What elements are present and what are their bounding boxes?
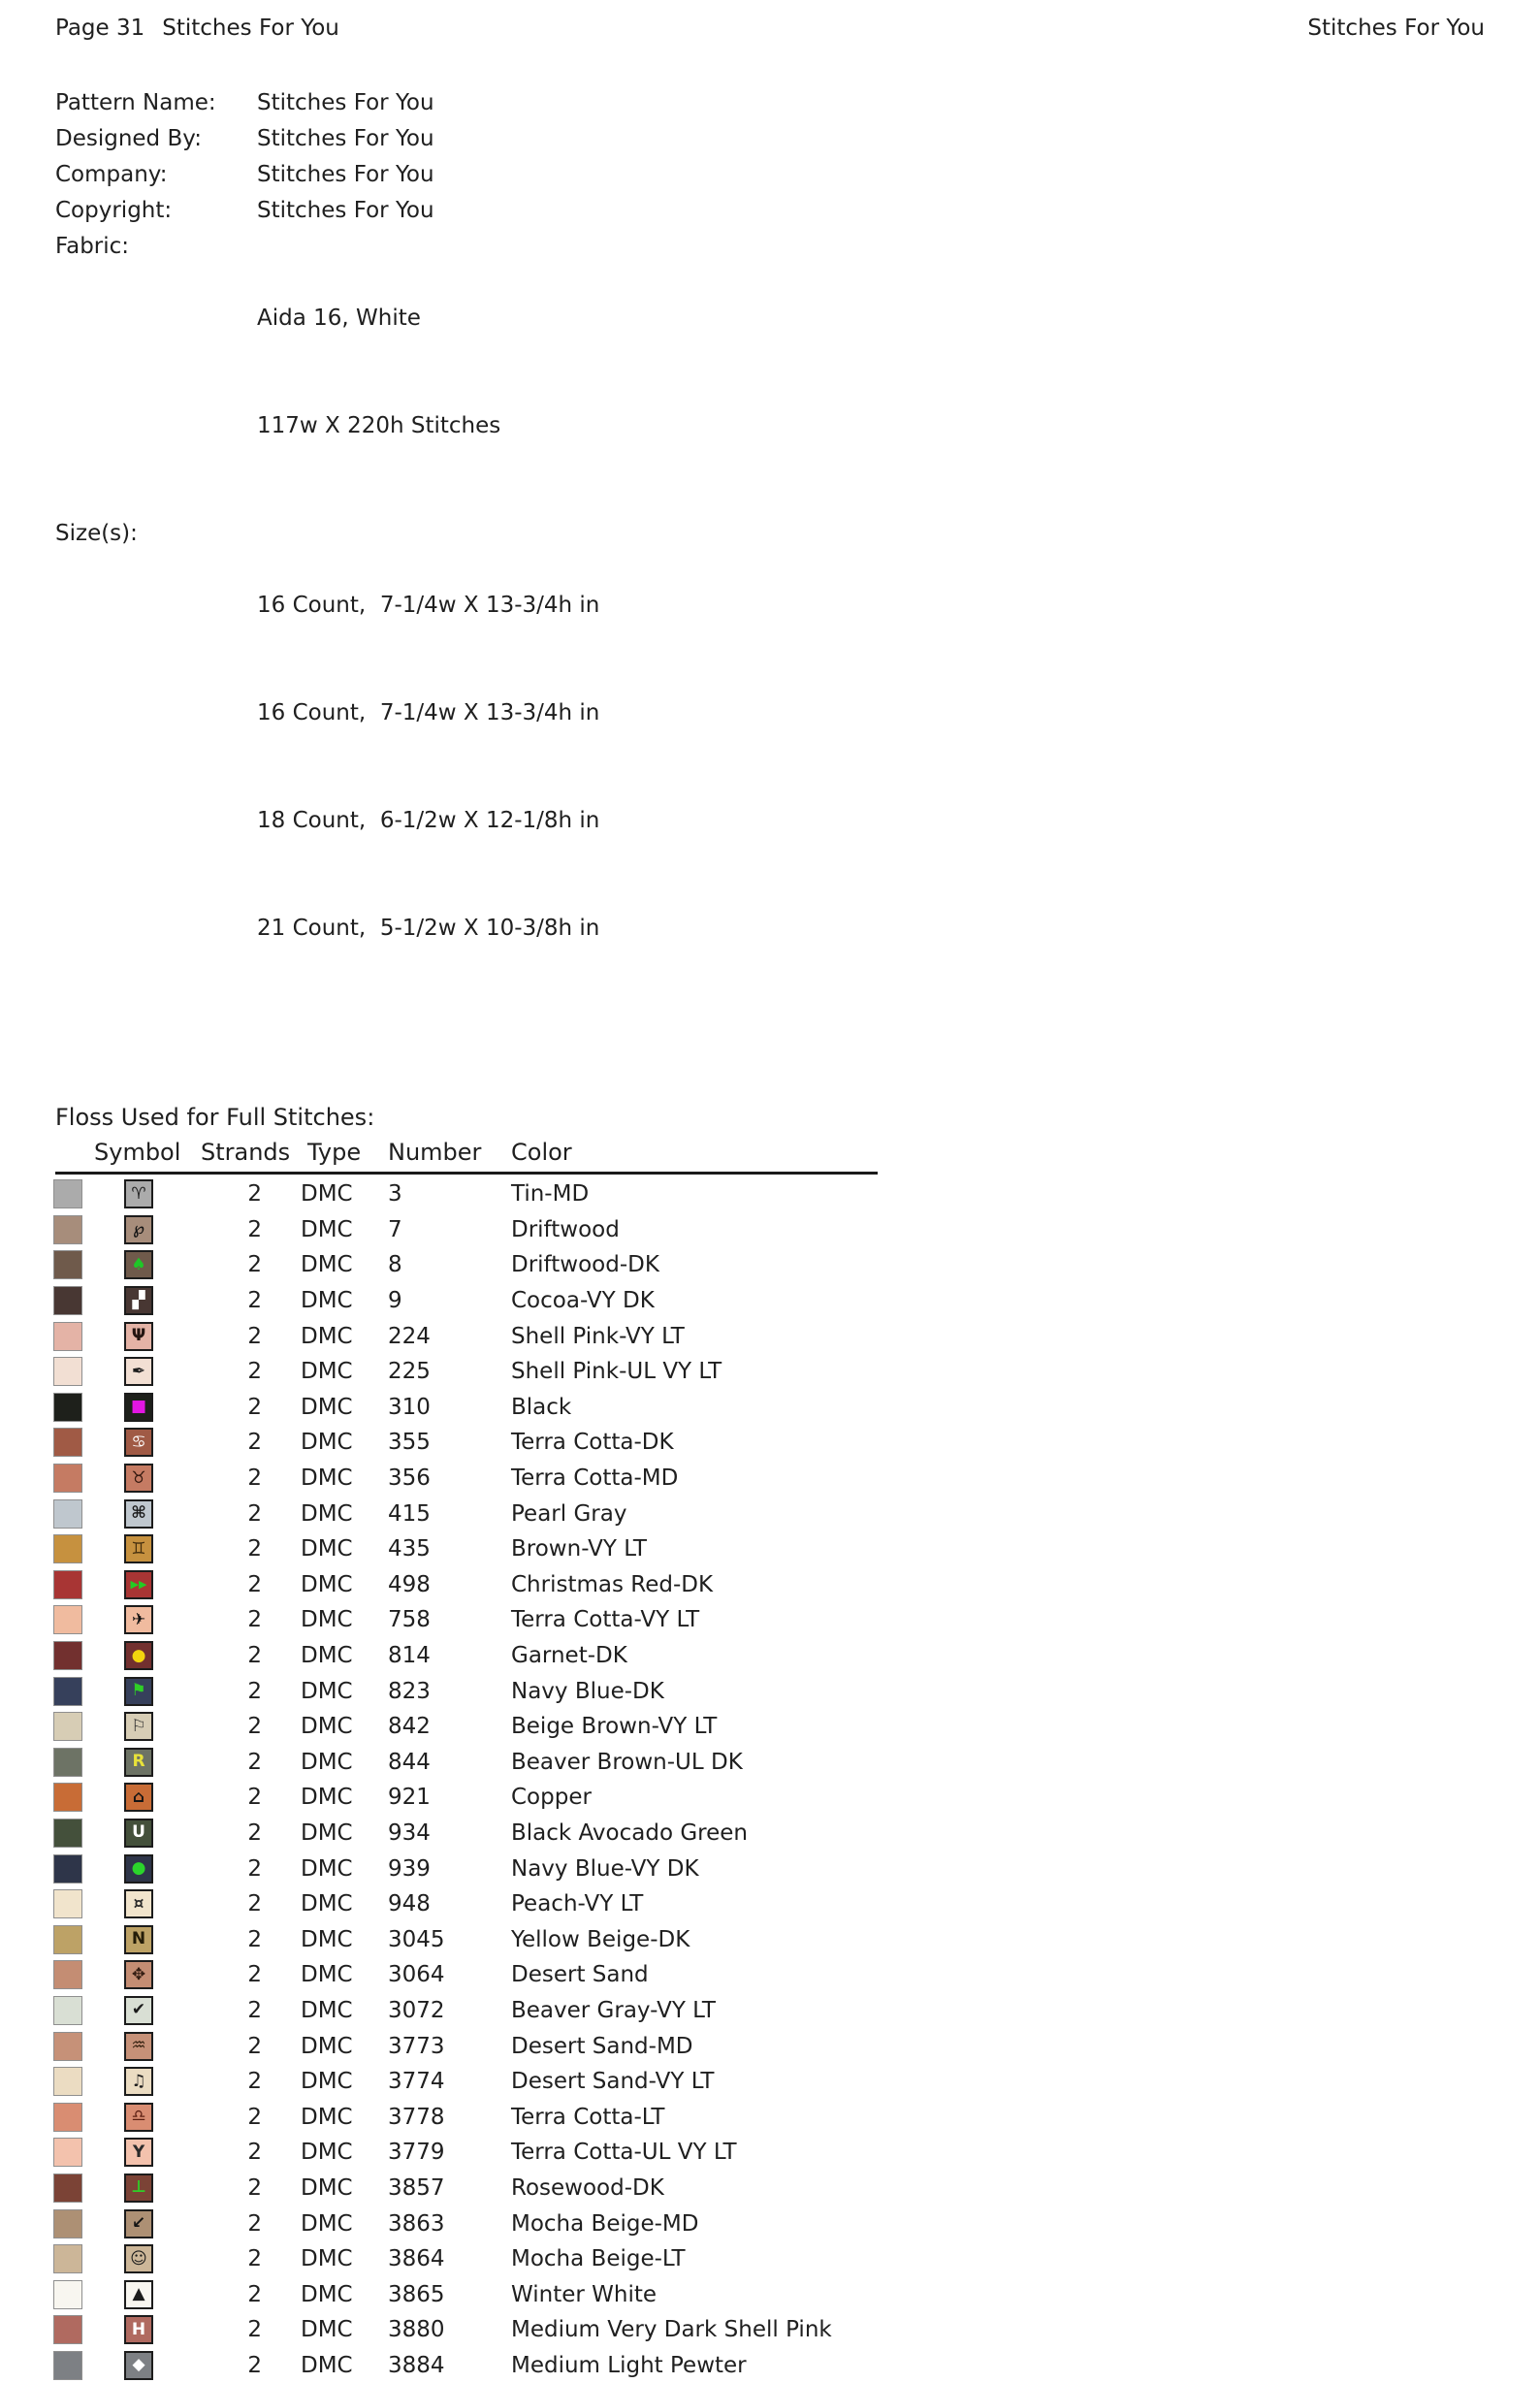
- page-header: [0, 0, 1540, 41]
- floss-number: 355: [388, 1430, 431, 1456]
- house-icon: ⌂: [124, 1783, 153, 1812]
- floss-row: [0, 1780, 1540, 1816]
- floss-row: [0, 2348, 1540, 2383]
- floss-row: [0, 2312, 1540, 2348]
- floss-type: DMC: [301, 2033, 353, 2059]
- four-petal-cross-icon: ✥: [124, 1960, 153, 1989]
- floss-color-name: Peach-VY LT: [511, 1891, 644, 1917]
- floss-color-name: Cocoa-VY DK: [511, 1288, 655, 1314]
- aries-symbol-icon: ♈: [124, 1179, 153, 1208]
- pattern-info: [55, 85, 1540, 1018]
- magenta-square-icon: ■: [124, 1393, 153, 1422]
- column-header-symbol: Symbol: [94, 1139, 181, 1166]
- floss-type: DMC: [301, 2140, 353, 2166]
- floss-color-swatch: [53, 1605, 82, 1634]
- floss-strands: 2: [247, 2069, 262, 2095]
- floss-strands: 2: [247, 1997, 262, 2023]
- floss-row: [0, 1602, 1540, 1638]
- floss-row: [0, 2028, 1540, 2064]
- letter-u-icon: U: [124, 1819, 153, 1848]
- floss-color-swatch: [53, 1854, 82, 1884]
- floss-color-swatch: [53, 2209, 82, 2238]
- floss-strands: 2: [247, 2281, 262, 2307]
- floss-type: DMC: [301, 1323, 353, 1349]
- floss-type: DMC: [301, 2104, 353, 2130]
- floss-color-name: Black: [511, 1394, 572, 1420]
- floss-color-swatch: [53, 1960, 82, 1989]
- taurus-symbol-icon: ♉: [124, 1464, 153, 1493]
- floss-type: DMC: [301, 1181, 353, 1208]
- floss-number: 842: [388, 1714, 431, 1740]
- floss-number: 3773: [388, 2033, 445, 2059]
- floss-section-heading: Floss Used for Full Stitches:: [55, 1104, 375, 1131]
- floss-type: DMC: [301, 2352, 353, 2378]
- info-row-copyright: [55, 193, 1540, 229]
- key-icon: ℘: [124, 1215, 153, 1244]
- floss-number: 3072: [388, 1997, 445, 2023]
- floss-type: DMC: [301, 1288, 353, 1314]
- floss-color-name: Mocha Beige-MD: [511, 2210, 699, 2237]
- floss-color-swatch: [53, 1748, 82, 1777]
- floss-type: DMC: [301, 1430, 353, 1456]
- floss-row: [0, 1638, 1540, 1674]
- floss-color-name: Black Avocado Green: [511, 1819, 748, 1846]
- floss-row: [0, 1212, 1540, 1248]
- floss-row: [0, 1993, 1540, 2029]
- floss-number: 844: [388, 1749, 431, 1775]
- floss-type: DMC: [301, 1252, 353, 1278]
- floss-number: 3064: [388, 1962, 445, 1988]
- floss-color-swatch: [53, 1996, 82, 2025]
- floss-color-name: Tin-MD: [511, 1181, 590, 1208]
- page-number-label: Page 31: [55, 16, 145, 41]
- floss-strands: 2: [247, 1500, 262, 1527]
- floss-row: [0, 2099, 1540, 2135]
- music-notes-icon: ♫: [124, 2067, 153, 2096]
- floss-color-name: Navy Blue-VY DK: [511, 1855, 699, 1882]
- floss-number: 758: [388, 1607, 431, 1633]
- floss-strands: 2: [247, 2246, 262, 2272]
- floss-strands: 2: [247, 1181, 262, 1208]
- floss-color-swatch: [53, 1357, 82, 1386]
- header-left-title: Stitches For You: [162, 16, 339, 41]
- floss-color-swatch: [53, 1393, 82, 1422]
- floss-number: 435: [388, 1536, 431, 1562]
- command-symbol-icon: ⌘: [124, 1499, 153, 1529]
- header-left: [55, 16, 339, 41]
- floss-row: [0, 1957, 1540, 1993]
- floss-color-name: Garnet-DK: [511, 1643, 627, 1669]
- floss-type: DMC: [301, 2174, 353, 2201]
- info-row-pattern-name: [55, 85, 1540, 121]
- floss-strands: 2: [247, 2317, 262, 2343]
- floss-row: [0, 1425, 1540, 1461]
- southwest-arrow-icon: ↙: [124, 2209, 153, 2238]
- floss-strands: 2: [247, 1571, 262, 1597]
- floss-color-name: Shell Pink-VY LT: [511, 1323, 685, 1349]
- info-label: Size(s):: [55, 521, 138, 546]
- aquarius-symbol-icon: ♒: [124, 2032, 153, 2061]
- info-row-sizes: [55, 516, 1540, 1018]
- floss-color-swatch: [53, 2351, 82, 2380]
- floss-type: DMC: [301, 2281, 353, 2307]
- floss-number: 948: [388, 1891, 431, 1917]
- floss-strands: 2: [247, 1430, 262, 1456]
- floss-strands: 2: [247, 2033, 262, 2059]
- floss-type: DMC: [301, 2069, 353, 2095]
- floss-color-name: Terra Cotta-UL VY LT: [511, 2140, 737, 2166]
- floss-color-name: Navy Blue-DK: [511, 1678, 664, 1704]
- info-value: Stitches For You: [257, 126, 434, 151]
- floss-strands: 2: [247, 1749, 262, 1775]
- floss-row: [0, 1176, 1540, 1212]
- floss-row: [0, 1461, 1540, 1497]
- libra-symbol-icon: ♎: [124, 2103, 153, 2132]
- floss-row: [0, 1745, 1540, 1781]
- floss-color-name: Desert Sand-MD: [511, 2033, 693, 2059]
- floss-color-name: Rosewood-DK: [511, 2174, 664, 2201]
- floss-color-name: Terra Cotta-DK: [511, 1430, 674, 1456]
- info-label: Fabric:: [55, 234, 130, 259]
- floss-number: 3857: [388, 2174, 445, 2201]
- floss-number: 3884: [388, 2352, 445, 2378]
- floss-number: 3045: [388, 1926, 445, 1952]
- floss-row: [0, 1886, 1540, 1922]
- info-row-fabric: [55, 229, 1540, 516]
- floss-row: [0, 1567, 1540, 1603]
- column-header-type: Type: [307, 1139, 362, 1166]
- floss-color-name: Driftwood-DK: [511, 1252, 659, 1278]
- floss-number: 3778: [388, 2104, 445, 2130]
- floss-number: 9: [388, 1288, 402, 1314]
- floss-color-swatch: [53, 1534, 82, 1563]
- floss-row: [0, 1709, 1540, 1745]
- floss-color-swatch: [53, 1464, 82, 1493]
- floss-row: [0, 1496, 1540, 1531]
- floss-strands: 2: [247, 1962, 262, 1988]
- floss-type: DMC: [301, 1500, 353, 1527]
- floss-number: 7: [388, 1216, 402, 1242]
- floss-color-name: Christmas Red-DK: [511, 1571, 714, 1597]
- floss-type: DMC: [301, 1785, 353, 1811]
- floss-strands: 2: [247, 1394, 262, 1420]
- floss-row: [0, 2276, 1540, 2312]
- cancer-symbol-icon: ♋: [124, 1428, 153, 1457]
- floss-color-swatch: [53, 2280, 82, 2309]
- smiley-face-icon: ☺: [124, 2244, 153, 2273]
- checkmark-icon: ✔: [124, 1996, 153, 2025]
- floss-row: [0, 1673, 1540, 1709]
- floss-color-name: Driftwood: [511, 1216, 620, 1242]
- floss-row: [0, 2206, 1540, 2241]
- floss-color-swatch: [53, 1677, 82, 1706]
- floss-table-header: [55, 1139, 878, 1175]
- info-row-designed-by: [55, 121, 1540, 157]
- floss-number: 3880: [388, 2317, 445, 2343]
- floss-type: DMC: [301, 1394, 353, 1420]
- floss-rows: [0, 1176, 1540, 2383]
- green-spade-icon: ♠: [124, 1250, 153, 1279]
- floss-color-swatch: [53, 2174, 82, 2203]
- floss-strands: 2: [247, 2140, 262, 2166]
- floss-strands: 2: [247, 2174, 262, 2201]
- floss-number: 225: [388, 1359, 431, 1385]
- floss-color-swatch: [53, 1179, 82, 1208]
- floss-row: [0, 2171, 1540, 2206]
- column-header-strands: Strands: [201, 1139, 291, 1166]
- floss-row: [0, 1531, 1540, 1567]
- floss-number: 498: [388, 1571, 431, 1597]
- floss-type: DMC: [301, 1571, 353, 1597]
- floss-row: [0, 2135, 1540, 2171]
- info-label: Company:: [55, 162, 168, 187]
- floss-color-name: Winter White: [511, 2281, 658, 2307]
- floss-row: [0, 1283, 1540, 1319]
- floss-type: DMC: [301, 1891, 353, 1917]
- floss-row: [0, 1354, 1540, 1390]
- gemini-symbol-icon: ♊: [124, 1534, 153, 1563]
- column-header-color: Color: [511, 1139, 572, 1166]
- floss-color-swatch: [53, 2067, 82, 2096]
- floss-strands: 2: [247, 1926, 262, 1952]
- floss-number: 3864: [388, 2246, 445, 2272]
- floss-strands: 2: [247, 2352, 262, 2378]
- green-fast-forward-icon: ▶▶: [124, 1570, 153, 1599]
- floss-number: 3865: [388, 2281, 445, 2307]
- floss-color-name: Medium Light Pewter: [511, 2352, 747, 2378]
- floss-color-swatch: [53, 2103, 82, 2132]
- floss-color-swatch: [53, 1250, 82, 1279]
- floss-strands: 2: [247, 1359, 262, 1385]
- letter-h-icon: H: [124, 2315, 153, 2344]
- floss-color-name: Medium Very Dark Shell Pink: [511, 2317, 832, 2343]
- info-row-company: [55, 157, 1540, 193]
- floss-color-name: Mocha Beige-LT: [511, 2246, 686, 2272]
- white-diamond-icon: ◆: [124, 2351, 153, 2380]
- floss-type: DMC: [301, 1855, 353, 1882]
- floss-strands: 2: [247, 1643, 262, 1669]
- floss-color-name: Beaver Gray-VY LT: [511, 1997, 716, 2023]
- floss-number: 934: [388, 1819, 431, 1846]
- floss-strands: 2: [247, 1855, 262, 1882]
- floss-type: DMC: [301, 1216, 353, 1242]
- floss-strands: 2: [247, 1785, 262, 1811]
- floss-color-swatch: [53, 1215, 82, 1244]
- floss-type: DMC: [301, 1997, 353, 2023]
- info-value: Stitches For You: [257, 90, 434, 115]
- info-value: Stitches For You: [257, 162, 434, 187]
- floss-strands: 2: [247, 1536, 262, 1562]
- floss-color-swatch: [53, 1428, 82, 1457]
- floss-color-swatch: [53, 1712, 82, 1741]
- floss-color-swatch: [53, 2032, 82, 2061]
- floss-number: 3863: [388, 2210, 445, 2237]
- airplane-icon: ✈: [124, 1605, 153, 1634]
- info-value: 16 Count, 7-1/4w X 13-3/4h in: [257, 700, 600, 725]
- floss-strands: 2: [247, 1607, 262, 1633]
- floss-number: 823: [388, 1678, 431, 1704]
- floss-color-name: Beaver Brown-UL DK: [511, 1749, 743, 1775]
- up-tack-icon: ⊥: [124, 2174, 153, 2203]
- floss-table: [0, 1139, 1540, 2383]
- floss-color-swatch: [53, 1286, 82, 1315]
- info-value: 117w X 220h Stitches: [257, 413, 501, 438]
- floss-strands: 2: [247, 1288, 262, 1314]
- floss-number: 939: [388, 1855, 431, 1882]
- floss-color-swatch: [53, 1889, 82, 1918]
- info-value: Aida 16, White: [257, 306, 421, 331]
- floss-type: DMC: [301, 1607, 353, 1633]
- floss-strands: 2: [247, 1891, 262, 1917]
- white-steps-icon: ▞: [124, 1286, 153, 1315]
- column-header-number: Number: [388, 1139, 482, 1166]
- floss-type: DMC: [301, 1962, 353, 1988]
- floss-type: DMC: [301, 1643, 353, 1669]
- floss-type: DMC: [301, 1926, 353, 1952]
- floss-type: DMC: [301, 1714, 353, 1740]
- floss-type: DMC: [301, 1359, 353, 1385]
- floss-strands: 2: [247, 1216, 262, 1242]
- floss-number: 415: [388, 1500, 431, 1527]
- floss-color-swatch: [53, 1322, 82, 1351]
- floss-color-swatch: [53, 2315, 82, 2344]
- floss-strands: 2: [247, 1323, 262, 1349]
- letter-y-icon: Y: [124, 2138, 153, 2167]
- yellow-ball-icon: ●: [124, 1641, 153, 1670]
- floss-number: 224: [388, 1323, 431, 1349]
- floss-color-name: Copper: [511, 1785, 592, 1811]
- floss-type: DMC: [301, 2246, 353, 2272]
- floss-number: 814: [388, 1643, 431, 1669]
- floss-type: DMC: [301, 1749, 353, 1775]
- floss-color-swatch: [53, 1641, 82, 1670]
- psi-symbol-icon: Ψ: [124, 1322, 153, 1351]
- floss-row: [0, 2064, 1540, 2100]
- info-value: 18 Count, 6-1/2w X 12-1/8h in: [257, 808, 600, 833]
- floss-color-swatch: [53, 1819, 82, 1848]
- floss-row: [0, 1318, 1540, 1354]
- floss-strands: 2: [247, 1465, 262, 1492]
- floss-color-swatch: [53, 1499, 82, 1529]
- floss-strands: 2: [247, 1819, 262, 1846]
- floss-color-name: Shell Pink-UL VY LT: [511, 1359, 722, 1385]
- floss-number: 310: [388, 1394, 431, 1420]
- floss-strands: 2: [247, 1714, 262, 1740]
- header-right-title: Stitches For You: [1307, 16, 1485, 41]
- floss-color-name: Terra Cotta-VY LT: [511, 1607, 700, 1633]
- info-value: Stitches For You: [257, 198, 434, 223]
- floss-color-name: Terra Cotta-LT: [511, 2104, 665, 2130]
- floss-color-name: Desert Sand-VY LT: [511, 2069, 715, 2095]
- floss-color-name: Yellow Beige-DK: [511, 1926, 690, 1952]
- triangle-icon: ▲: [124, 2280, 153, 2309]
- info-value: 21 Count, 5-1/2w X 10-3/8h in: [257, 916, 600, 941]
- floss-color-name: Terra Cotta-MD: [511, 1465, 679, 1492]
- floss-type: DMC: [301, 1465, 353, 1492]
- floss-type: DMC: [301, 1536, 353, 1562]
- info-label: Copyright:: [55, 198, 173, 223]
- floss-color-name: Beige Brown-VY LT: [511, 1714, 718, 1740]
- floss-row: [0, 1390, 1540, 1426]
- floss-row: [0, 2241, 1540, 2277]
- floss-strands: 2: [247, 2210, 262, 2237]
- flag-outline-icon: ⚐: [124, 1712, 153, 1741]
- floss-color-swatch: [53, 1570, 82, 1599]
- floss-row: [0, 1921, 1540, 1957]
- floss-color-name: Pearl Gray: [511, 1500, 627, 1527]
- floss-number: 3779: [388, 2140, 445, 2166]
- floss-color-swatch: [53, 1783, 82, 1812]
- info-value: 16 Count, 7-1/4w X 13-3/4h in: [257, 593, 600, 618]
- currency-sign-icon: ¤: [124, 1889, 153, 1918]
- floss-type: DMC: [301, 2210, 353, 2237]
- floss-strands: 2: [247, 1252, 262, 1278]
- floss-row: [0, 1816, 1540, 1852]
- pen-nib-icon: ✒: [124, 1357, 153, 1386]
- floss-number: 3: [388, 1181, 402, 1208]
- floss-number: 3774: [388, 2069, 445, 2095]
- floss-color-name: Desert Sand: [511, 1962, 649, 1988]
- floss-color-swatch: [53, 2244, 82, 2273]
- floss-strands: 2: [247, 1678, 262, 1704]
- floss-number: 921: [388, 1785, 431, 1811]
- info-label: Pattern Name:: [55, 90, 216, 115]
- floss-color-name: Brown-VY LT: [511, 1536, 647, 1562]
- floss-row: [0, 1851, 1540, 1886]
- floss-color-swatch: [53, 2138, 82, 2167]
- floss-type: DMC: [301, 1678, 353, 1704]
- letter-n-icon: N: [124, 1925, 153, 1954]
- floss-strands: 2: [247, 2104, 262, 2130]
- floss-number: 356: [388, 1465, 431, 1492]
- floss-type: DMC: [301, 1819, 353, 1846]
- green-eye-icon: ●: [124, 1854, 153, 1884]
- letter-r-icon: R: [124, 1748, 153, 1777]
- floss-color-swatch: [53, 1925, 82, 1954]
- info-label: Designed By:: [55, 126, 202, 151]
- green-leaf-flag-icon: ⚑: [124, 1677, 153, 1706]
- floss-type: DMC: [301, 2317, 353, 2343]
- floss-number: 8: [388, 1252, 402, 1278]
- floss-row: [0, 1247, 1540, 1283]
